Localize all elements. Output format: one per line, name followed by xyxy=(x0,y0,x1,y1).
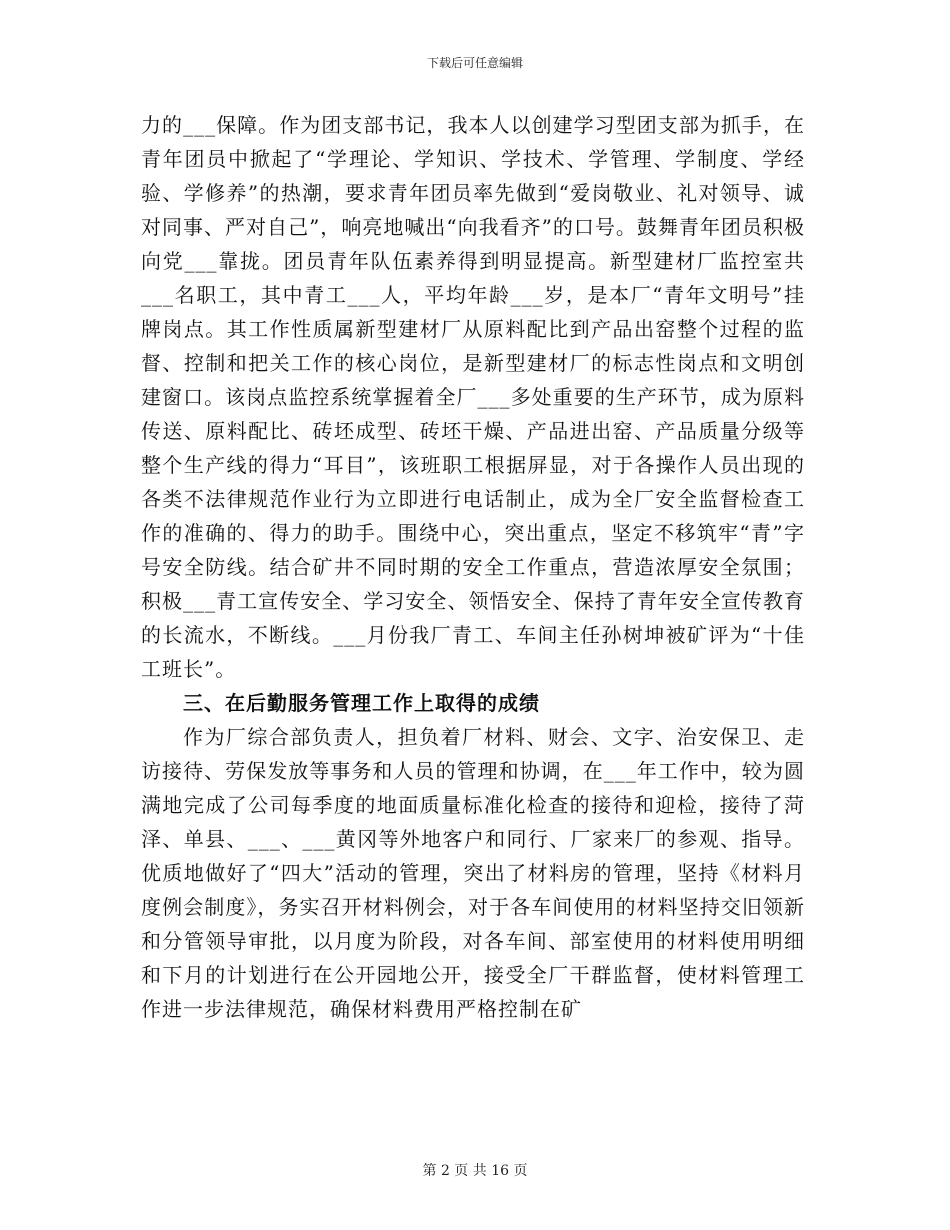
section-heading-3: 三、在后勤服务管理工作上取得的成绩 xyxy=(183,691,540,715)
body-paragraph-2: 作为厂综合部负责人，担负着厂材料、财会、文字、治安保卫、走访接待、劳保发放等事务和人员的管理和协调，在___年工作中，较为圆满地完成了公司每季度的地面质量标准化检查的接待和迎检，接待了菏泽、单县、___、___黄冈等外地客户和同行、厂家来厂的参观、指导。优质地做好了“四大”活动的管理，突出了材料房的管理，坚持《材料月度例会制度》，务实召开材料例会，对于各车间使用的材料坚持交旧领新和分管领导审批，以月度为阶段，对各车间、部室使用的材料使用明细和下月的计划进行在公开园地公开，接受全厂干群监督，使材料管理工作进一步法律规范，确保材料费用严格控制在矿 xyxy=(141,725,805,1021)
document-body xyxy=(141,108,805,1026)
body-paragraph-1: 力的___保障。作为团支部书记，我本人以创建学习型团支部为抓手，在青年团员中掀起了“学理论、学知识、学技术、学管理、学制度、学经验、学修养”的热潮，要求青年团员率先做到“爱岗敬业、礼对领导、诚对同事、严对自己”，响亮地喊出“向我看齐”的口号。鼓舞青年团员积极向党___靠拢。团员青年队伍素养得到明显提高。新型建材厂监控室共___名职工，其中青工___人，平均年龄___岁，是本厂“青年文明号”挂牌岗点。其工作性质属新型建材厂从原料配比到产品出窑整个过程的监督、控制和把关工作的核心岗位，是新型建材厂的标志性岗点和文明创建窗口。该岗点监控系统掌握着全厂___多处重要的生产环节，成为原料传送、原料配比、砖坯成型、砖坯干燥、产品进出窑、产品质量分级等整个生产线的得力“耳目”，该班职工根据屏显，对于各操作人员出现的各类不法律规范作业行为立即进行电话制止，成为全厂安全监督检查工作的准确的、得力的助手。围绕中心，突出重点，坚定不移筑牢“青”字号安全防线。结合矿井不同时期的安全工作重点，营造浓厚安全氛围；积极___青工宣传安全、学习安全、领悟安全、保持了青年安全宣传教育的长流水，不断线。___月份我厂青工、车间主任孙树坤被矿评为“十佳工班长”。 xyxy=(141,113,805,681)
page-number-footer: 第 2 页 共 16 页 xyxy=(422,1163,528,1179)
page-header-note: 下载后可任意编辑 xyxy=(426,56,523,70)
